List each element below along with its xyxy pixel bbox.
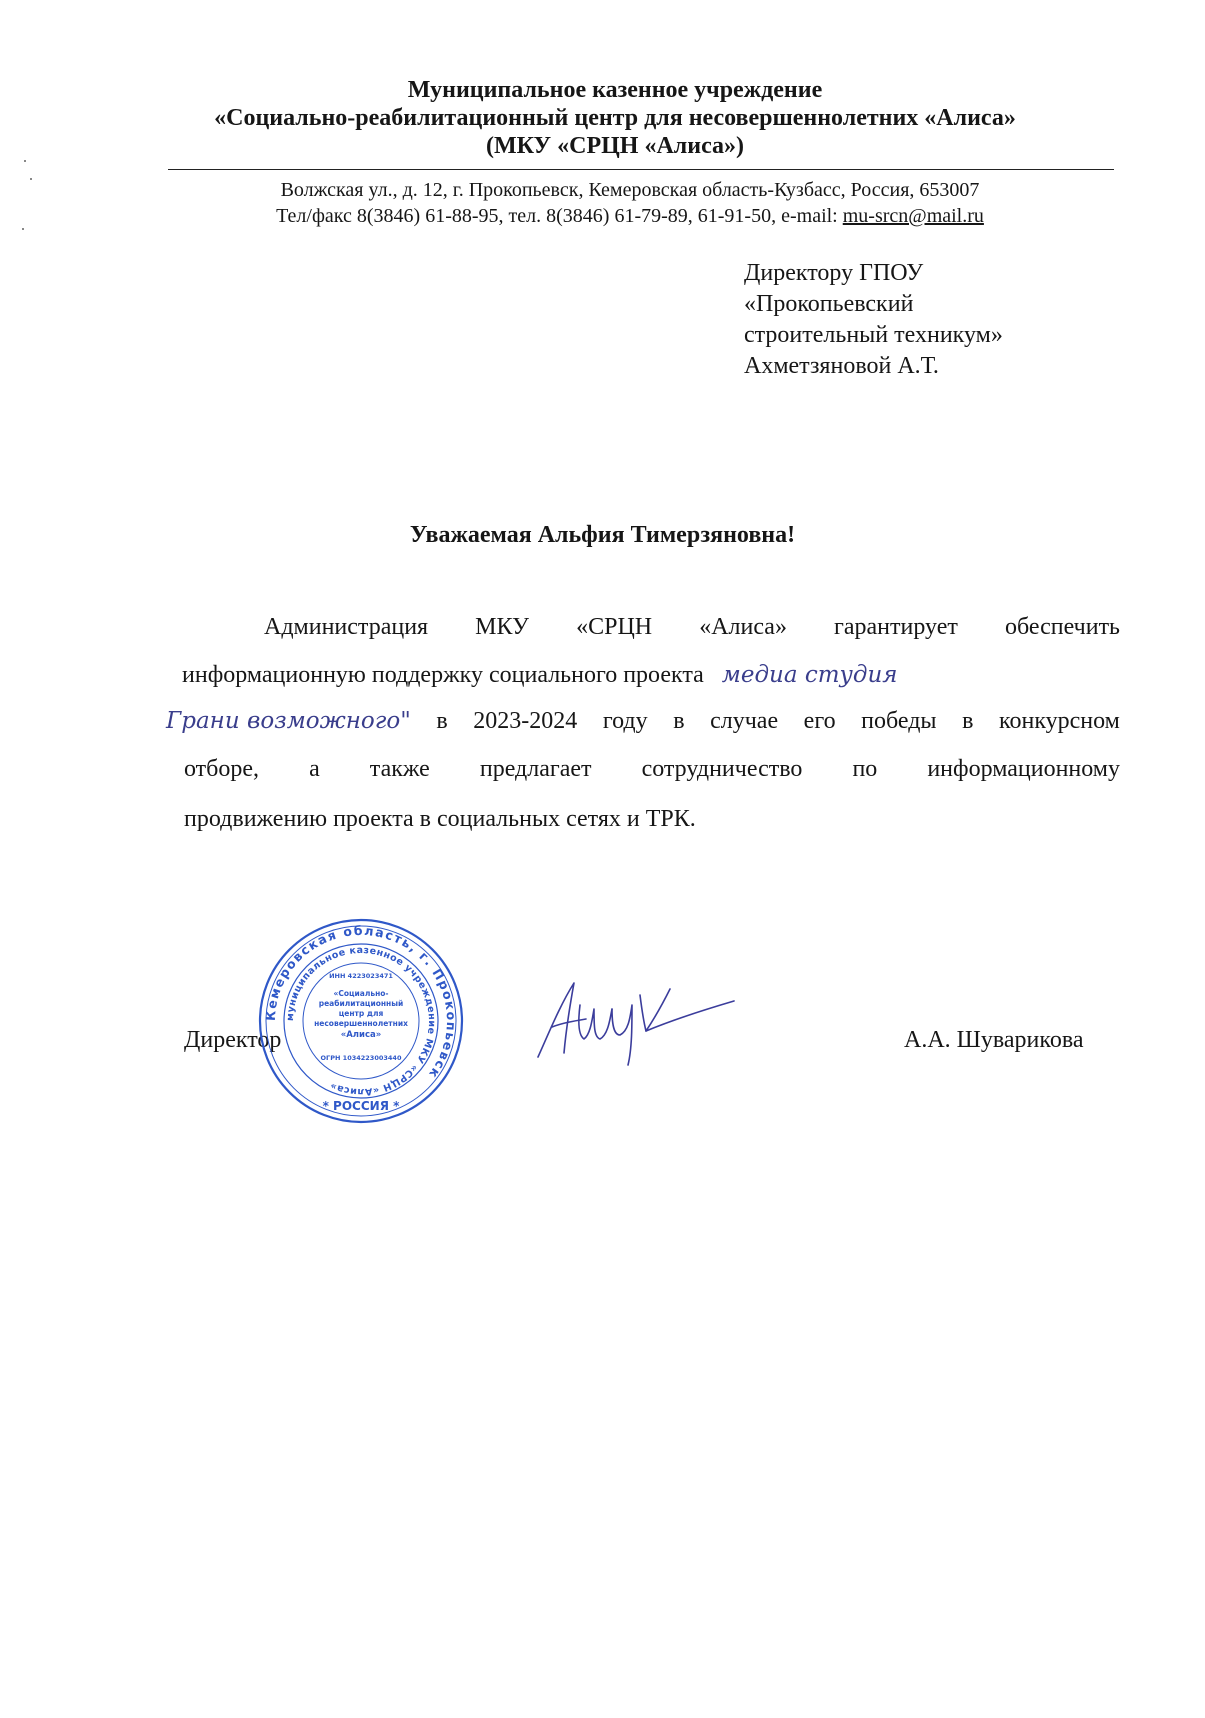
stamp-center-line-3: центр для (338, 1009, 384, 1018)
greeting: Уважаемая Альфия Тимерзяновна! (409, 522, 796, 548)
stamp-center-line-4: несовершеннолетних (314, 1019, 408, 1028)
body-typed-text: информационную поддержку социального проекта (182, 662, 704, 688)
contact-block (180, 177, 1080, 229)
org-name-line-3: (МКУ «СРЦН «Алиса») (485, 133, 745, 159)
stamp-inner-text: муниципальное казенное учреждение МКУ «СРЦН «Алиса» (284, 944, 438, 1098)
director-name: А.А. Шуварикова (904, 1027, 1084, 1053)
body-word: «Алиса» (699, 614, 787, 640)
header-divider (168, 169, 1114, 170)
body-word: в (436, 708, 448, 734)
handwritten-project-name-cont: Грани возможного" (166, 708, 411, 734)
body-word: также (369, 756, 430, 782)
body-word: 2023-2024 (473, 708, 578, 734)
body-line-4 (184, 756, 1120, 783)
body-word: в (962, 708, 974, 734)
body-line-1 (264, 614, 1120, 641)
stamp-inn: ИНН 4223023471 (329, 972, 393, 980)
body-word: сотрудничество (641, 756, 803, 782)
organization-name (160, 76, 1070, 160)
phone-line (180, 203, 1080, 229)
body-word: конкурсном (999, 708, 1120, 734)
stamp-center-line-1: «Социально- (333, 989, 389, 998)
phone-numbers: Тел/факс 8(3846) 61-88-95, тел. 8(3846) 61-79-89, 61-91-50, e-mail: (276, 205, 843, 227)
body-word: обеспечить (1004, 614, 1120, 640)
org-name-line-1: Муниципальное казенное учреждение (407, 77, 823, 103)
addressee-block (744, 258, 1124, 382)
addressee-line-2: «Прокопьевский (744, 291, 914, 317)
email-link[interactable]: mu-srcn@mail.ru (842, 205, 984, 227)
stamp-center-line-2: реабилитационный (318, 999, 404, 1008)
body-word: а (309, 756, 320, 782)
scan-speck (30, 178, 32, 180)
handwritten-signature (530, 975, 740, 1070)
body-word: в (673, 708, 685, 734)
addressee-line-3: строительный техникум» (744, 322, 1003, 348)
body-word: МКУ (475, 614, 530, 640)
addressee-line-4: Ахметзяновой А.Т. (744, 353, 939, 379)
body-word: году (602, 708, 648, 734)
body-word: случае (710, 708, 779, 734)
body-line-5: продвижению проекта в социальных сетях и ТРК. (184, 806, 696, 832)
body-word: предлагает (479, 756, 592, 782)
body-word: по (852, 756, 878, 782)
stamp-country: * РОССИЯ * (322, 1099, 400, 1113)
director-title: Директор (184, 1027, 282, 1053)
handwritten-project-name: медиа студия (721, 662, 898, 688)
body-word: «СРЦН (576, 614, 653, 640)
scan-speck (22, 228, 24, 230)
body-line-2 (182, 662, 898, 689)
body-word: его (803, 708, 836, 734)
stamp-ogrn: ОГРН 1034223003440 (320, 1054, 402, 1062)
body-word: гарантирует (834, 614, 958, 640)
body-word: Администрация (264, 614, 429, 640)
body-word: отборе, (184, 756, 260, 782)
org-name-line-2: «Социально-реабилитационный центр для несовершеннолетних «Алиса» (214, 105, 1016, 131)
scan-speck (24, 160, 26, 162)
body-word: победы (861, 708, 937, 734)
body-word: информационному (927, 756, 1120, 782)
stamp-center-line-5: «Алиса» (340, 1030, 382, 1040)
official-stamp (256, 916, 466, 1126)
addressee-line-1: Директору ГПОУ (744, 260, 924, 286)
body-line-3 (166, 708, 1120, 735)
stamp-outer-text: Кемеровская область, г. Прокопьевск (262, 922, 460, 1083)
postal-address: Волжская ул., д. 12, г. Прокопьевск, Кемеровская область-Кузбасс, Россия, 653007 (280, 179, 980, 201)
